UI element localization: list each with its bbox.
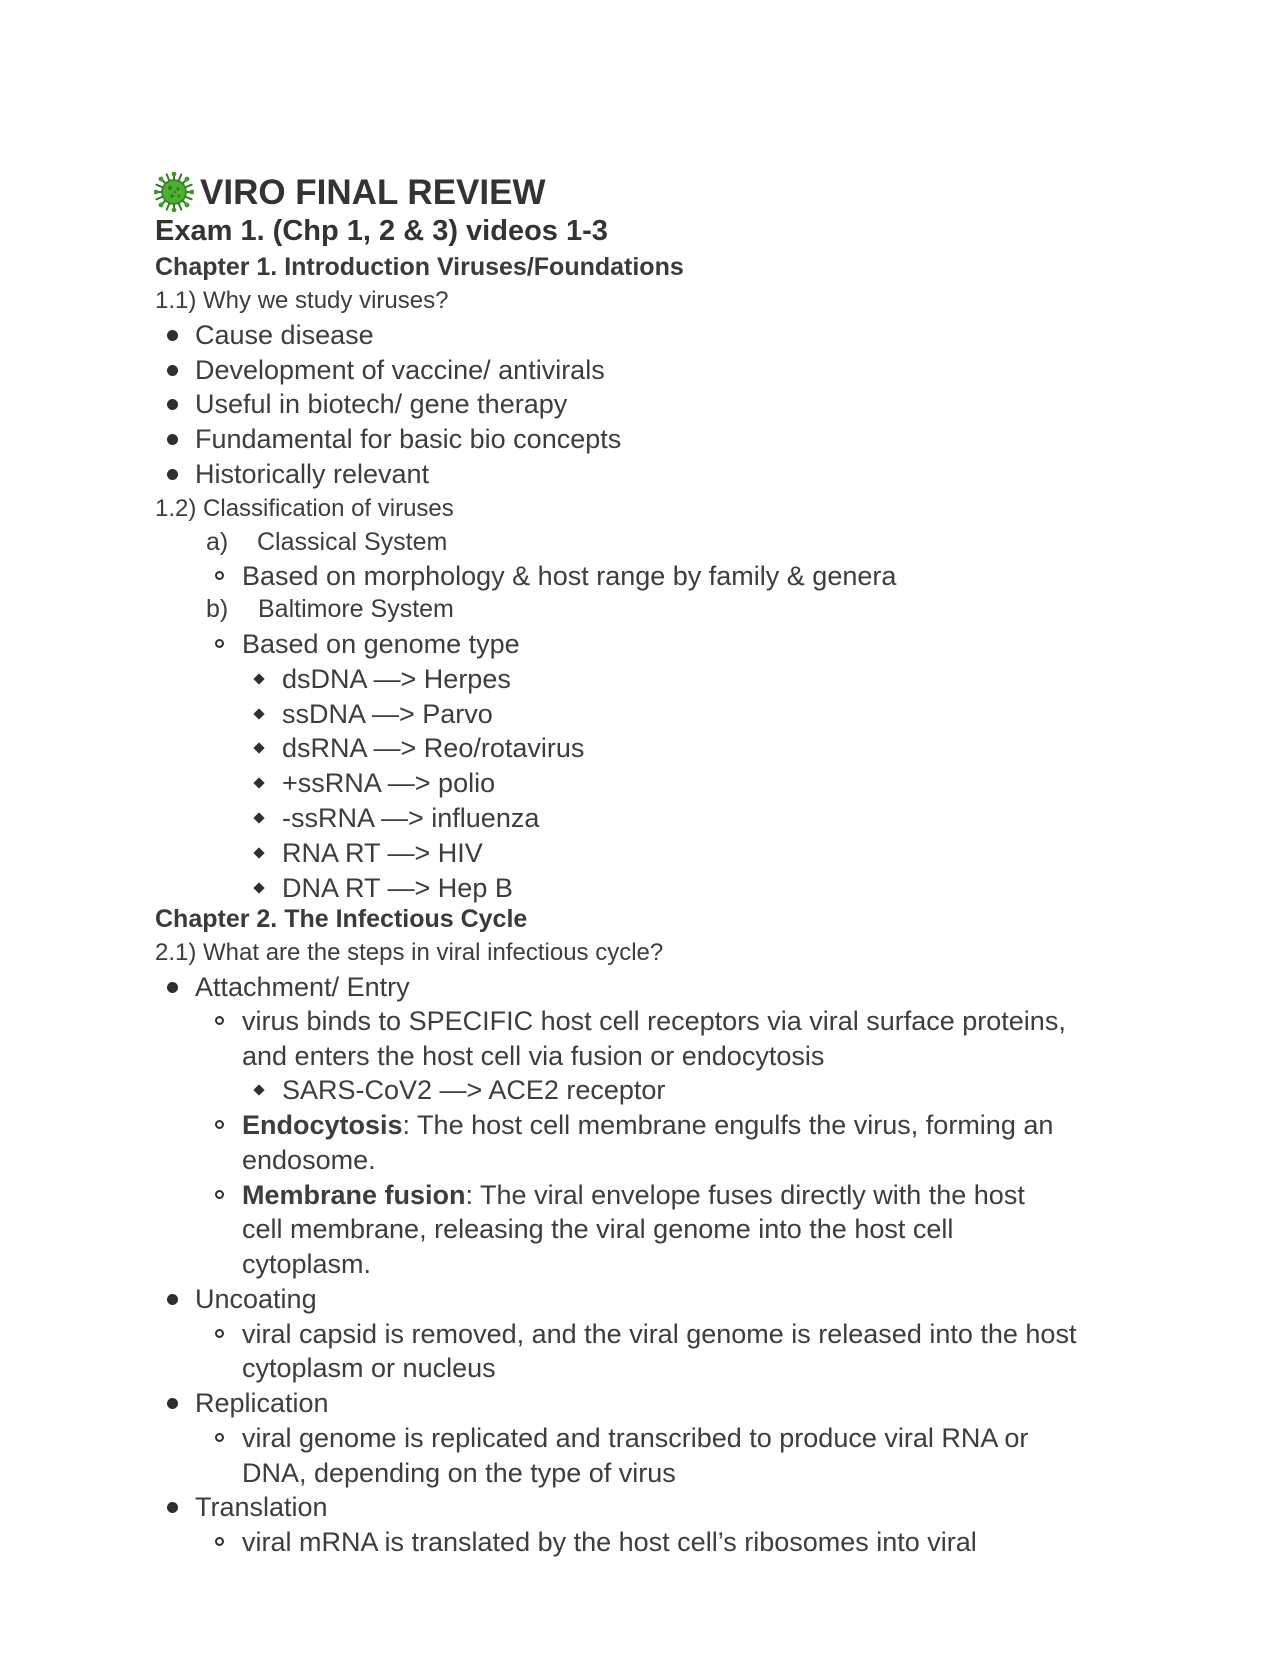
bullet-diamond-icon — [253, 812, 264, 823]
uncoating-step-label: Uncoating — [195, 1284, 317, 1314]
list-item-continuation: cytoplasm or nucleus — [242, 1353, 496, 1383]
exam-heading: Exam 1. (Chp 1, 2 & 3) videos 1-3 — [155, 215, 608, 247]
list-item: dsRNA —> Reo/rotavirus — [282, 733, 585, 763]
list-item: dsDNA —> Herpes — [282, 664, 511, 694]
list-item: Useful in biotech/ gene therapy — [195, 389, 568, 419]
list-item: Cause disease — [195, 320, 374, 350]
list-item: Historically relevant — [195, 459, 430, 489]
bullet-dot-icon — [167, 1294, 178, 1305]
endocytosis-term: Endocytosis — [242, 1110, 403, 1140]
bullet-ring-icon — [215, 571, 224, 580]
list-item: SARS-CoV2 —> ACE2 receptor — [282, 1075, 666, 1105]
bullet-ring-icon — [215, 639, 224, 648]
bullet-dot-icon — [167, 399, 178, 410]
list-item: Development of vaccine/ antivirals — [195, 355, 605, 385]
bullet-dot-icon — [167, 365, 178, 376]
list-item: ssDNA —> Parvo — [282, 699, 493, 729]
membrane-fusion-term: Membrane fusion — [242, 1180, 466, 1210]
chapter-1-heading: Chapter 1. Introduction Viruses/Foundations — [155, 253, 684, 281]
page-title: VIRO FINAL REVIEW — [200, 173, 546, 212]
chapter-2-heading: Chapter 2. The Infectious Cycle — [155, 905, 528, 933]
membrane-fusion-item — [242, 1182, 1025, 1209]
virus-icon — [154, 172, 194, 212]
bullet-ring-icon — [215, 1120, 224, 1129]
list-item-continuation: DNA, depending on the type of virus — [242, 1458, 676, 1488]
list-item-continuation: and enters the host cell via fusion or endocytosis — [242, 1041, 825, 1071]
list-item-continuation: endosome. — [242, 1145, 376, 1175]
list-item: Based on genome type — [242, 629, 520, 659]
bullet-dot-icon — [167, 330, 178, 341]
list-item: -ssRNA —> influenza — [282, 803, 540, 833]
bullet-diamond-icon — [253, 847, 264, 858]
bullet-diamond-icon — [253, 882, 264, 893]
list-item: viral capsid is removed, and the viral genome is released into the host — [242, 1319, 1077, 1349]
bullet-diamond-icon — [253, 742, 264, 753]
attachment-step-label: Attachment/ Entry — [195, 972, 410, 1002]
list-marker: b) — [206, 595, 229, 623]
bullet-ring-icon — [215, 1329, 224, 1338]
replication-step-label: Replication — [195, 1388, 329, 1418]
bullet-ring-icon — [215, 1433, 224, 1442]
list-item: Fundamental for basic bio concepts — [195, 424, 622, 454]
bullet-diamond-icon — [253, 673, 264, 684]
bullet-dot-icon — [167, 1398, 178, 1409]
list-item: viral genome is replicated and transcribed to produce viral RNA or — [242, 1423, 1029, 1453]
section-2-1-heading: 2.1) What are the steps in viral infectious cycle? — [155, 939, 664, 966]
endocytosis-definition: : The host cell membrane engulfs the virus, forming an — [402, 1110, 1054, 1140]
section-1-2-heading: 1.2) Classification of viruses — [155, 495, 454, 522]
baltimore-system-label: Baltimore System — [258, 595, 454, 623]
bullet-diamond-icon — [253, 777, 264, 788]
translation-step-label: Translation — [195, 1492, 328, 1522]
bullet-dot-icon — [167, 469, 178, 480]
list-marker: a) — [206, 528, 229, 556]
section-1-1-heading: 1.1) Why we study viruses? — [155, 287, 449, 314]
bullet-diamond-icon — [253, 708, 264, 719]
list-item: virus binds to SPECIFIC host cell receptors via viral surface proteins, — [242, 1006, 1066, 1036]
bullet-ring-icon — [215, 1190, 224, 1199]
list-item-continuation: cytoplasm. — [242, 1249, 372, 1279]
membrane-fusion-definition: : The viral envelope fuses directly with the host — [465, 1180, 1025, 1210]
bullet-dot-icon — [167, 1502, 178, 1513]
bullet-dot-icon — [167, 982, 178, 993]
list-item: +ssRNA —> polio — [282, 768, 496, 798]
list-item: viral mRNA is translated by the host cell’s ribosomes into viral — [242, 1527, 977, 1557]
list-item: RNA RT —> HIV — [282, 838, 483, 868]
bullet-diamond-icon — [253, 1084, 264, 1095]
classical-system-label: Classical System — [257, 528, 448, 556]
bullet-ring-icon — [215, 1016, 224, 1025]
bullet-ring-icon — [215, 1537, 224, 1546]
bullet-dot-icon — [167, 434, 178, 445]
list-item: Based on morphology & host range by family & genera — [242, 561, 897, 591]
list-item-continuation: cell membrane, releasing the viral genome into the host cell — [242, 1214, 954, 1244]
list-item: DNA RT —> Hep B — [282, 873, 513, 903]
endocytosis-item — [242, 1112, 1053, 1139]
